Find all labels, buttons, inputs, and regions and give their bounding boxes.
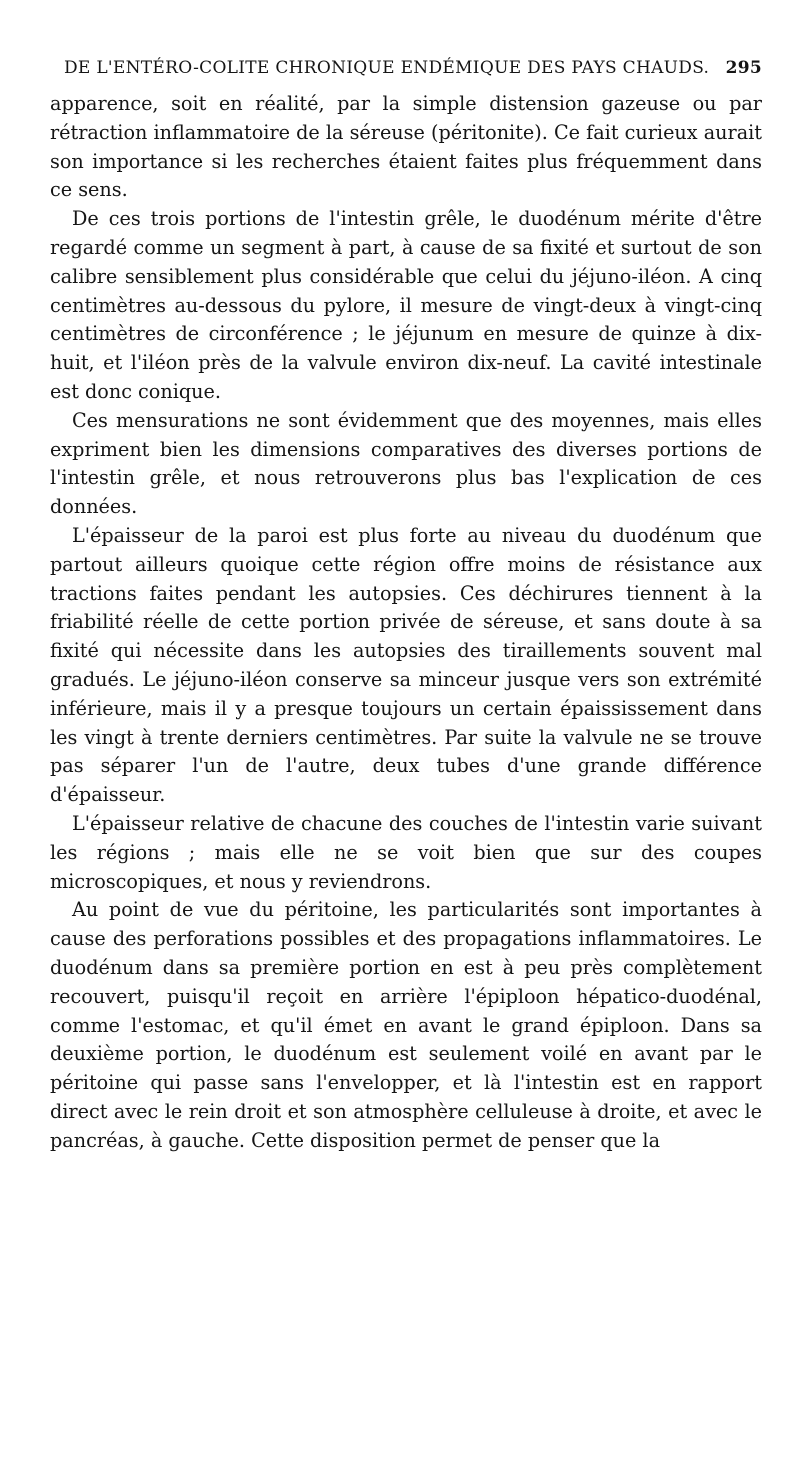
paragraph: Au point de vue du péritoine, les particularités sont importantes à cause des perforations possibles et des propagations inflammatoires. Le duodénum dans sa première portion en est à peu près complètement recouvert, puisqu'il reçoit en arrière l'épiploon hépatico-duodénal, comme l'estomac, et qu'il émet en avant le grand épiploon. Dans sa deuxième portion, le duodénum est seulement voilé en avant par le péritoine qui passe sans l'envelopper, et là l'intestin est en rapport direct avec le rein droit et son atmosphère celluleuse à droite, et avec le pancréas, à gauche. Cette disposition permet de penser que la (50, 898, 762, 1152)
paragraph: apparence, soit en réalité, par la simple distension gazeuse ou par rétraction inflammatoire de la séreuse (péritonite). Ce fait curieux aurait son importance si les recherches étaient faites plus fréquemment dans ce sens. (50, 92, 762, 202)
page-number: 295 (725, 58, 762, 78)
book-page (50, 58, 762, 1155)
paragraph: De ces trois portions de l'intestin grêle, le duodénum mérite d'être regardé comme un segment à part, à cause de sa fixité et surtout de son calibre sensiblement plus considérable que celui du jéjuno-iléon. A cinq centimètres au-dessous du pylore, il mesure de vingt-deux à vingt-cinq centimètres de circonférence ; le jéjunum en mesure de quinze à dix-huit, et l'iléon près de la valvule environ dix-neuf. La cavité intestinale est donc conique. (50, 207, 762, 403)
paragraph: L'épaisseur de la paroi est plus forte au niveau du duodénum que partout ailleurs quoique cette région offre moins de résistance aux tractions faites pendant les autopsies. Ces déchirures tiennent à la friabilité réelle de cette portion privée de séreuse, et sans doute à sa fixité qui nécessite dans les autopsies des tiraillements souvent mal gradués. Le jéjuno-iléon conserve sa minceur jusque vers son extrémité inférieure, mais il y a presque toujours un certain épaississement dans les vingt à trente derniers centimètres. Par suite la valvule ne se trouve pas séparer l'un de l'autre, deux tubes d'une grande différence d'épaisseur. (50, 523, 762, 807)
running-head (50, 58, 762, 78)
body-text (50, 90, 762, 1155)
paragraph: L'épaisseur relative de chacune des couches de l'intestin varie suivant les régions ; mais elle ne se voit bien que sur des coupes microscopiques, et nous y reviendrons. (50, 811, 762, 893)
paragraph: Ces mensurations ne sont évidemment que des moyennes, mais elles expriment bien les dimensions comparatives des diverses portions de l'intestin grêle, et nous retrouverons plus bas l'explication de ces données. (50, 408, 762, 519)
running-title: DE L'ENTÉRO-COLITE CHRONIQUE ENDÉMIQUE DES PAYS CHAUDS. (64, 58, 710, 78)
